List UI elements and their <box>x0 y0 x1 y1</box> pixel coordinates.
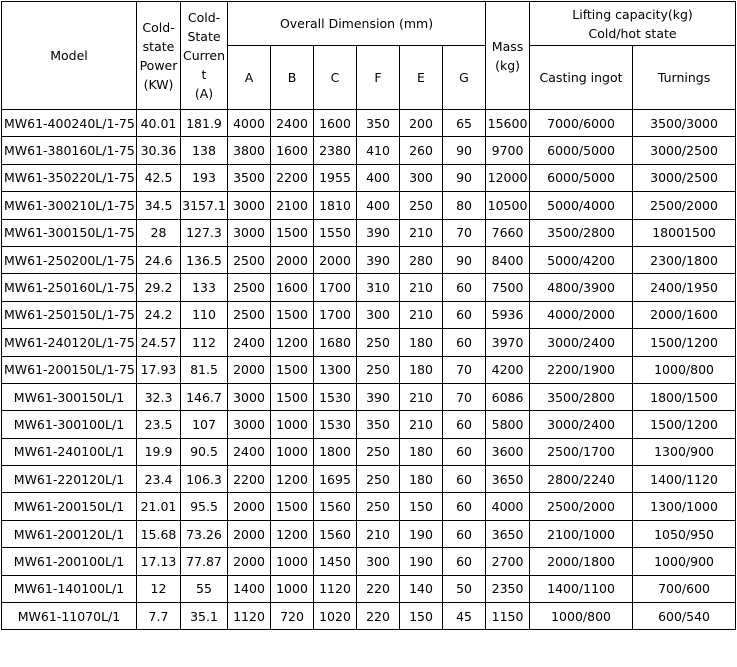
cell-dim-f: 250 <box>357 329 400 356</box>
cell-casting-ingot: 5000/4200 <box>530 246 633 273</box>
header-mass: Mass (kg) <box>486 2 530 110</box>
cell-turnings: 1500/1200 <box>633 411 736 438</box>
cell-power: 34.5 <box>137 192 181 219</box>
cell-dim-a: 3800 <box>228 137 271 164</box>
cell-dim-b: 1000 <box>271 411 314 438</box>
cell-dim-c: 1680 <box>314 329 357 356</box>
cell-model: MW61-400240L/1-75 <box>2 110 137 137</box>
cell-dim-e: 140 <box>400 575 443 602</box>
cell-dim-f: 300 <box>357 548 400 575</box>
table-row <box>2 137 736 164</box>
cell-dim-g: 70 <box>443 356 486 383</box>
cell-mass: 8400 <box>486 246 530 273</box>
header-dim-g: G <box>443 46 486 110</box>
cell-casting-ingot: 3000/2400 <box>530 329 633 356</box>
cell-turnings: 3000/2500 <box>633 137 736 164</box>
cell-casting-ingot: 2100/1000 <box>530 520 633 547</box>
header-cold-current: Cold- State Curren t (A) <box>181 2 228 110</box>
table-row <box>2 274 736 301</box>
cell-dim-a: 2400 <box>228 438 271 465</box>
cell-dim-g: 60 <box>443 274 486 301</box>
cell-dim-e: 200 <box>400 110 443 137</box>
cell-dim-f: 400 <box>357 164 400 191</box>
cell-mass: 3650 <box>486 520 530 547</box>
cell-dim-a: 1120 <box>228 603 271 630</box>
cell-dim-e: 280 <box>400 246 443 273</box>
cell-dim-a: 2200 <box>228 466 271 493</box>
cell-dim-b: 1200 <box>271 329 314 356</box>
cell-mass: 1150 <box>486 603 530 630</box>
cell-dim-f: 220 <box>357 603 400 630</box>
cell-mass: 15600 <box>486 110 530 137</box>
cell-dim-f: 390 <box>357 246 400 273</box>
cell-dim-a: 1400 <box>228 575 271 602</box>
cell-mass: 3600 <box>486 438 530 465</box>
cell-power: 30.36 <box>137 137 181 164</box>
cell-dim-e: 150 <box>400 603 443 630</box>
cell-dim-f: 210 <box>357 520 400 547</box>
cell-dim-g: 50 <box>443 575 486 602</box>
cell-turnings: 1300/1000 <box>633 493 736 520</box>
cell-model: MW61-200100L/1 <box>2 548 137 575</box>
cell-dim-b: 1200 <box>271 466 314 493</box>
cell-casting-ingot: 2500/1700 <box>530 438 633 465</box>
table-row <box>2 520 736 547</box>
cell-dim-a: 3000 <box>228 192 271 219</box>
cell-dim-b: 1500 <box>271 493 314 520</box>
cell-dim-a: 3000 <box>228 411 271 438</box>
header-dim-a: A <box>228 46 271 110</box>
cell-current: 107 <box>181 411 228 438</box>
cell-casting-ingot: 3500/2800 <box>530 383 633 410</box>
cell-dim-f: 310 <box>357 274 400 301</box>
cell-model: MW61-200150L/1-75 <box>2 356 137 383</box>
cell-dim-g: 90 <box>443 137 486 164</box>
cell-dim-g: 70 <box>443 383 486 410</box>
cell-dim-e: 180 <box>400 329 443 356</box>
table-row <box>2 246 736 273</box>
cell-dim-b: 1200 <box>271 520 314 547</box>
cell-dim-c: 1550 <box>314 219 357 246</box>
cell-dim-f: 410 <box>357 137 400 164</box>
cell-dim-b: 1000 <box>271 575 314 602</box>
cell-casting-ingot: 7000/6000 <box>530 110 633 137</box>
cell-dim-a: 4000 <box>228 110 271 137</box>
cell-dim-c: 1700 <box>314 301 357 328</box>
cell-dim-g: 60 <box>443 411 486 438</box>
cell-mass: 3970 <box>486 329 530 356</box>
cell-dim-b: 2400 <box>271 110 314 137</box>
cell-turnings: 700/600 <box>633 575 736 602</box>
cell-dim-f: 250 <box>357 438 400 465</box>
cell-dim-c: 2000 <box>314 246 357 273</box>
cell-dim-g: 60 <box>443 548 486 575</box>
cell-dim-c: 1450 <box>314 548 357 575</box>
cell-dim-c: 1530 <box>314 383 357 410</box>
cell-dim-b: 2000 <box>271 246 314 273</box>
cell-model: MW61-300100L/1 <box>2 411 137 438</box>
cell-model: MW61-250150L/1-75 <box>2 301 137 328</box>
cell-model: MW61-250160L/1-75 <box>2 274 137 301</box>
table-row <box>2 192 736 219</box>
header-cold-power: Cold- state Power (KW) <box>137 2 181 110</box>
cell-casting-ingot: 6000/5000 <box>530 164 633 191</box>
cell-model: MW61-240100L/1 <box>2 438 137 465</box>
cell-casting-ingot: 1000/800 <box>530 603 633 630</box>
cell-dim-a: 2000 <box>228 520 271 547</box>
cell-dim-g: 45 <box>443 603 486 630</box>
cell-mass: 10500 <box>486 192 530 219</box>
table-row <box>2 356 736 383</box>
cell-dim-g: 60 <box>443 466 486 493</box>
cell-current: 77.87 <box>181 548 228 575</box>
cell-dim-f: 250 <box>357 466 400 493</box>
cell-dim-c: 1955 <box>314 164 357 191</box>
cell-turnings: 1800/1500 <box>633 383 736 410</box>
cell-power: 7.7 <box>137 603 181 630</box>
header-turnings: Turnings <box>633 46 736 110</box>
cell-model: MW61-140100L/1 <box>2 575 137 602</box>
cell-dim-g: 60 <box>443 301 486 328</box>
specifications-table <box>1 1 736 630</box>
table-row <box>2 219 736 246</box>
cell-dim-b: 1600 <box>271 274 314 301</box>
cell-power: 21.01 <box>137 493 181 520</box>
cell-dim-g: 60 <box>443 520 486 547</box>
cell-model: MW61-300210L/1-75 <box>2 192 137 219</box>
cell-current: 110 <box>181 301 228 328</box>
cell-power: 29.2 <box>137 274 181 301</box>
cell-current: 133 <box>181 274 228 301</box>
table-row <box>2 301 736 328</box>
cell-dim-c: 1020 <box>314 603 357 630</box>
table-row <box>2 493 736 520</box>
cell-dim-b: 1500 <box>271 301 314 328</box>
cell-model: MW61-220120L/1 <box>2 466 137 493</box>
cell-casting-ingot: 5000/4000 <box>530 192 633 219</box>
cell-dim-a: 3000 <box>228 383 271 410</box>
cell-dim-b: 2200 <box>271 164 314 191</box>
cell-casting-ingot: 2200/1900 <box>530 356 633 383</box>
cell-dim-c: 1560 <box>314 493 357 520</box>
table-row <box>2 411 736 438</box>
cell-dim-b: 1000 <box>271 548 314 575</box>
cell-dim-a: 2500 <box>228 274 271 301</box>
cell-dim-f: 250 <box>357 493 400 520</box>
cell-power: 24.6 <box>137 246 181 273</box>
cell-dim-e: 180 <box>400 466 443 493</box>
cell-turnings: 2400/1950 <box>633 274 736 301</box>
table-row <box>2 603 736 630</box>
cell-dim-c: 1300 <box>314 356 357 383</box>
cell-mass: 4200 <box>486 356 530 383</box>
cell-turnings: 1500/1200 <box>633 329 736 356</box>
cell-current: 81.5 <box>181 356 228 383</box>
header-dim-f: F <box>357 46 400 110</box>
cell-casting-ingot: 2800/2240 <box>530 466 633 493</box>
cell-mass: 7500 <box>486 274 530 301</box>
cell-mass: 5936 <box>486 301 530 328</box>
cell-dim-b: 1500 <box>271 356 314 383</box>
cell-turnings: 1300/900 <box>633 438 736 465</box>
cell-model: MW61-240120L/1-75 <box>2 329 137 356</box>
cell-turnings: 18001500 <box>633 219 736 246</box>
cell-model: MW61-380160L/1-75 <box>2 137 137 164</box>
cell-mass: 3650 <box>486 466 530 493</box>
cell-power: 40.01 <box>137 110 181 137</box>
cell-mass: 2350 <box>486 575 530 602</box>
cell-power: 15.68 <box>137 520 181 547</box>
cell-power: 24.57 <box>137 329 181 356</box>
header-casting-ingot: Casting ingot <box>530 46 633 110</box>
cell-casting-ingot: 4800/3900 <box>530 274 633 301</box>
cell-turnings: 1000/900 <box>633 548 736 575</box>
cell-dim-e: 210 <box>400 301 443 328</box>
cell-dim-a: 3500 <box>228 164 271 191</box>
cell-current: 193 <box>181 164 228 191</box>
cell-dim-c: 1810 <box>314 192 357 219</box>
cell-dim-g: 60 <box>443 438 486 465</box>
cell-dim-c: 1120 <box>314 575 357 602</box>
header-dim-e: E <box>400 46 443 110</box>
cell-power: 19.9 <box>137 438 181 465</box>
cell-dim-e: 190 <box>400 520 443 547</box>
cell-dim-g: 60 <box>443 493 486 520</box>
cell-mass: 9700 <box>486 137 530 164</box>
cell-dim-b: 1000 <box>271 438 314 465</box>
cell-current: 138 <box>181 137 228 164</box>
cell-turnings: 2500/2000 <box>633 192 736 219</box>
cell-dim-g: 70 <box>443 219 486 246</box>
header-dim-c: C <box>314 46 357 110</box>
cell-dim-f: 250 <box>357 356 400 383</box>
cell-current: 136.5 <box>181 246 228 273</box>
cell-dim-g: 65 <box>443 110 486 137</box>
cell-dim-f: 390 <box>357 383 400 410</box>
cell-model: MW61-250200L/1-75 <box>2 246 137 273</box>
cell-dim-c: 1800 <box>314 438 357 465</box>
cell-mass: 6086 <box>486 383 530 410</box>
table-header <box>2 2 736 110</box>
cell-dim-f: 390 <box>357 219 400 246</box>
cell-dim-e: 210 <box>400 274 443 301</box>
cell-casting-ingot: 1400/1100 <box>530 575 633 602</box>
cell-dim-e: 150 <box>400 493 443 520</box>
cell-mass: 2700 <box>486 548 530 575</box>
cell-model: MW61-300150L/1 <box>2 383 137 410</box>
cell-dim-f: 400 <box>357 192 400 219</box>
cell-turnings: 1050/950 <box>633 520 736 547</box>
cell-dim-a: 2400 <box>228 329 271 356</box>
cell-dim-f: 350 <box>357 411 400 438</box>
cell-power: 17.93 <box>137 356 181 383</box>
cell-turnings: 1000/800 <box>633 356 736 383</box>
cell-model: MW61-200150L/1 <box>2 493 137 520</box>
table-row <box>2 329 736 356</box>
cell-dim-b: 1600 <box>271 137 314 164</box>
cell-turnings: 3500/3000 <box>633 110 736 137</box>
cell-power: 17.13 <box>137 548 181 575</box>
header-dim-b: B <box>271 46 314 110</box>
table-row <box>2 438 736 465</box>
cell-casting-ingot: 3000/2400 <box>530 411 633 438</box>
cell-dim-f: 350 <box>357 110 400 137</box>
cell-dim-b: 1500 <box>271 383 314 410</box>
cell-current: 106.3 <box>181 466 228 493</box>
table-row <box>2 575 736 602</box>
cell-dim-b: 720 <box>271 603 314 630</box>
cell-dim-a: 2000 <box>228 356 271 383</box>
cell-dim-e: 300 <box>400 164 443 191</box>
cell-dim-f: 300 <box>357 301 400 328</box>
cell-turnings: 3000/2500 <box>633 164 736 191</box>
cell-model: MW61-200120L/1 <box>2 520 137 547</box>
cell-power: 24.2 <box>137 301 181 328</box>
cell-dim-e: 250 <box>400 192 443 219</box>
cell-dim-a: 2000 <box>228 493 271 520</box>
cell-dim-e: 210 <box>400 219 443 246</box>
cell-current: 95.5 <box>181 493 228 520</box>
header-lifting-capacity: Lifting capacity(kg) Cold/hot state <box>530 2 736 46</box>
cell-current: 90.5 <box>181 438 228 465</box>
cell-turnings: 2300/1800 <box>633 246 736 273</box>
cell-dim-e: 180 <box>400 356 443 383</box>
table-row <box>2 164 736 191</box>
cell-model: MW61-350220L/1-75 <box>2 164 137 191</box>
cell-model: MW61-300150L/1-75 <box>2 219 137 246</box>
cell-mass: 12000 <box>486 164 530 191</box>
cell-model: MW61-11070L/1 <box>2 603 137 630</box>
cell-current: 146.7 <box>181 383 228 410</box>
cell-dim-a: 2000 <box>228 548 271 575</box>
cell-power: 23.5 <box>137 411 181 438</box>
cell-current: 112 <box>181 329 228 356</box>
cell-current: 73.26 <box>181 520 228 547</box>
cell-casting-ingot: 2500/2000 <box>530 493 633 520</box>
cell-turnings: 2000/1600 <box>633 301 736 328</box>
cell-dim-b: 2100 <box>271 192 314 219</box>
cell-current: 55 <box>181 575 228 602</box>
cell-dim-c: 1530 <box>314 411 357 438</box>
cell-mass: 5800 <box>486 411 530 438</box>
cell-dim-c: 1695 <box>314 466 357 493</box>
cell-casting-ingot: 2000/1800 <box>530 548 633 575</box>
cell-dim-e: 210 <box>400 383 443 410</box>
cell-current: 35.1 <box>181 603 228 630</box>
cell-dim-c: 1560 <box>314 520 357 547</box>
table-body <box>2 110 736 630</box>
cell-dim-g: 80 <box>443 192 486 219</box>
cell-power: 23.4 <box>137 466 181 493</box>
cell-dim-e: 190 <box>400 548 443 575</box>
cell-casting-ingot: 4000/2000 <box>530 301 633 328</box>
table-row <box>2 110 736 137</box>
cell-turnings: 600/540 <box>633 603 736 630</box>
cell-dim-e: 260 <box>400 137 443 164</box>
cell-dim-f: 220 <box>357 575 400 602</box>
cell-dim-g: 60 <box>443 329 486 356</box>
cell-turnings: 1400/1120 <box>633 466 736 493</box>
cell-dim-e: 180 <box>400 438 443 465</box>
cell-dim-a: 2500 <box>228 301 271 328</box>
cell-dim-c: 1600 <box>314 110 357 137</box>
cell-dim-a: 3000 <box>228 219 271 246</box>
cell-dim-g: 90 <box>443 246 486 273</box>
header-overall-dimension: Overall Dimension (mm) <box>228 2 486 46</box>
cell-mass: 4000 <box>486 493 530 520</box>
cell-power: 12 <box>137 575 181 602</box>
table-row <box>2 383 736 410</box>
cell-power: 28 <box>137 219 181 246</box>
cell-casting-ingot: 6000/5000 <box>530 137 633 164</box>
cell-current: 127.3 <box>181 219 228 246</box>
cell-current: 3157.1 <box>181 192 228 219</box>
table-row <box>2 466 736 493</box>
cell-current: 181.9 <box>181 110 228 137</box>
header-model: Model <box>2 2 137 110</box>
cell-dim-a: 2500 <box>228 246 271 273</box>
table-row <box>2 548 736 575</box>
cell-dim-g: 90 <box>443 164 486 191</box>
cell-power: 32.3 <box>137 383 181 410</box>
cell-dim-c: 1700 <box>314 274 357 301</box>
cell-casting-ingot: 3500/2800 <box>530 219 633 246</box>
cell-dim-b: 1500 <box>271 219 314 246</box>
cell-mass: 7660 <box>486 219 530 246</box>
cell-dim-e: 210 <box>400 411 443 438</box>
cell-dim-c: 2380 <box>314 137 357 164</box>
cell-power: 42.5 <box>137 164 181 191</box>
